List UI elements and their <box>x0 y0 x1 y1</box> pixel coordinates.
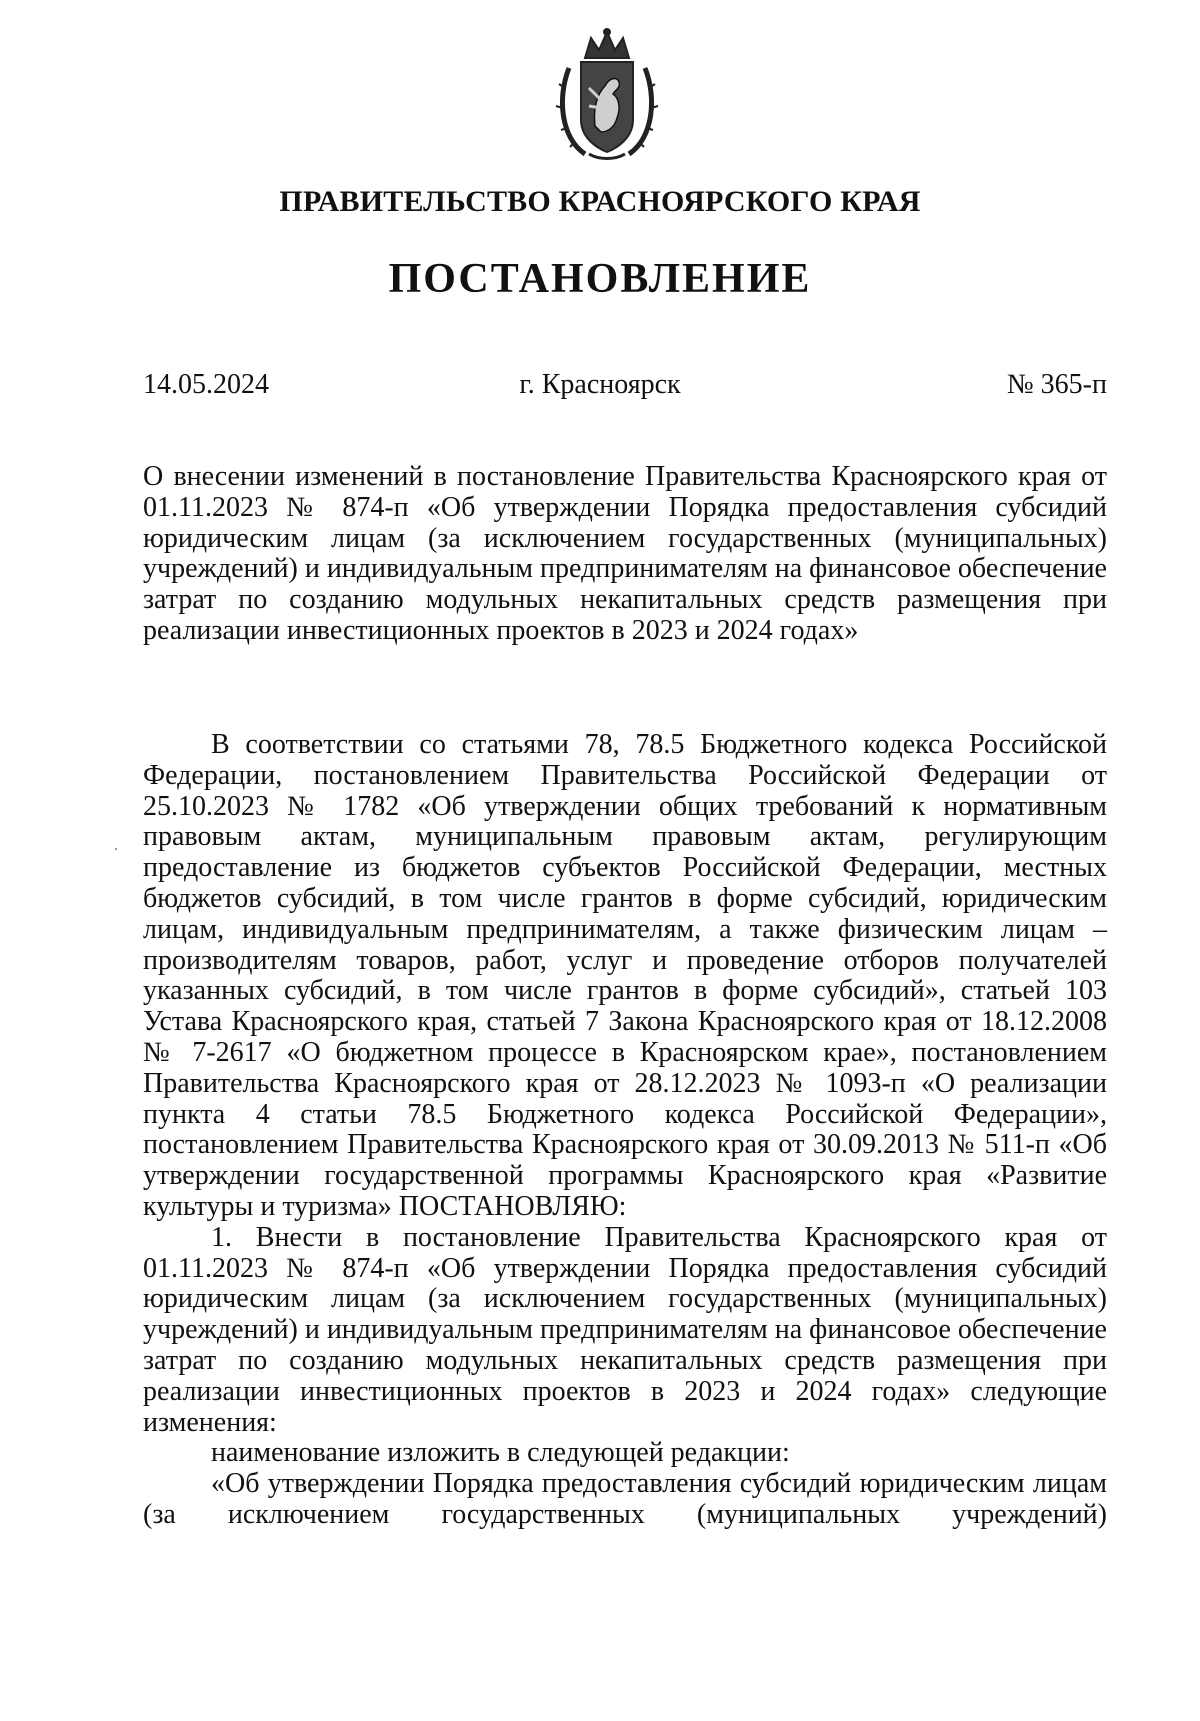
coat-of-arms-emblem <box>555 28 659 160</box>
organization-name: ПРАВИТЕЛЬСТВО КРАСНОЯРСКОГО КРАЯ <box>279 185 921 218</box>
item-1-new-name-paragraph: «Об утверждении Порядка предоставления субсидий юридическим лицам (за исключением государственных (муниципальных учреждений) <box>143 1468 1107 1530</box>
document-subject <box>143 462 1107 647</box>
item-1-paragraph: 1. Внести в постановление Правительства Красноярского края от 01.11.2023 № 874-п «Об утверждении Порядка предоставления субсидий юридическим лицам (за исключением государственных (муниципальных) учреждений) и индивидуальным предпринимателям на финансовое обеспечение затрат по созданию модульных некапитальных средств размещения при реализации инвестиционных проектов в 2023 и 2024 годах» следующие изменения: <box>143 1221 1107 1438</box>
item-1-name-paragraph: наименование изложить в следующей редакции: <box>211 1437 790 1469</box>
document-number: № 365-п <box>1006 369 1107 400</box>
margin-mark <box>115 848 117 850</box>
subject-paragraph: О внесении изменений в постановление Правительства Красноярского края от 01.11.2023 № 874-п «Об утверждении Порядка предоставления субсидий юридическим лицам (за исключением государственных (муниципальных) учреждений) и индивидуальным предпринимателям на финансовое обеспечение затрат по созданию модульных некапитальных средств размещения при реализации инвестиционных проектов в 2023 и 2024 годах» <box>143 461 1107 646</box>
document-city: г. Красноярск <box>519 369 681 400</box>
preamble-paragraph: В соответствии со статьями 78, 78.5 Бюджетного кодекса Российской Федерации, постановлением Правительства Российской Федерации от 25.10.2023 № 1782 «Об утверждении общих требований к нормативным правовым актам, муниципальным правовым актам, регулирующим предоставление из бюджетов субъектов Российской Федерации, местных бюджетов субсидий, в том числе грантов в форме субсидий, юридическим лицам, индивидуальным предпринимателям, а также физическим лицам – производителям товаров, работ, услуг и проведение отборов получателей указанных субсидий, в том числе грантов в форме субсидий», статьей 103 Устава Красноярского края, статьей 7 Закона Красноярского края от 18.12.2008 № 7-2617 «О бюджетном процессе в Красноярском крае», постановлением Правительства Красноярского края от 28.12.2023 № 1093-п «О реализации пункта 4 статьи 78.5 Бюджетного кодекса Российской Федерации», постановлением Правительства Красноярского края от 30.09.2013 № 511-п «Об утверждении государственной программы Красноярского края «Развитие культуры и туризма» ПОСТАНОВЛЯЮ: <box>143 729 1107 1222</box>
document-type: ПОСТАНОВЛЕНИЕ <box>388 256 812 302</box>
document-body <box>143 730 1107 1531</box>
document-date: 14.05.2024 <box>143 369 269 400</box>
